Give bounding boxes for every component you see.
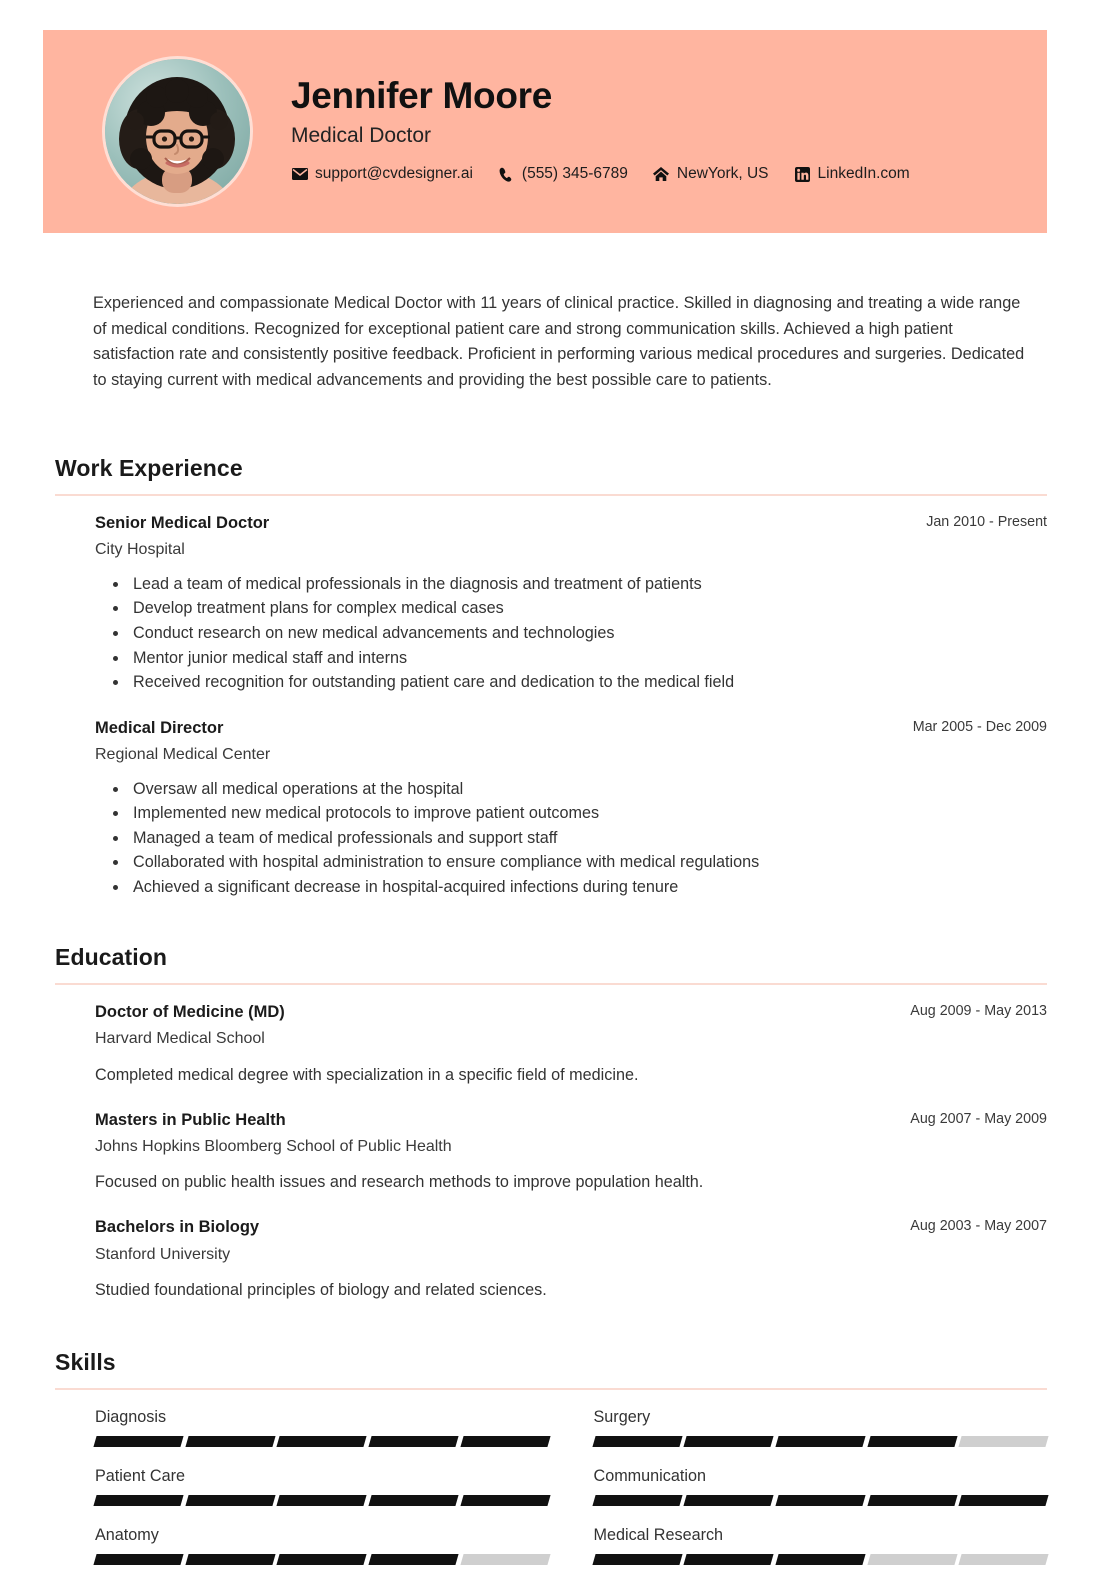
entry-header <box>95 1001 1047 1023</box>
skill-level-bar <box>95 1495 549 1506</box>
contact-linkedin-text: LinkedIn.com <box>817 165 910 183</box>
work-entry <box>55 512 1047 695</box>
section-work-experience <box>55 455 1047 900</box>
entry-header <box>95 1109 1047 1131</box>
school-name: Johns Hopkins Bloomberg School of Public Health <box>95 1137 452 1155</box>
degree-title: Masters in Public Health <box>95 1110 286 1129</box>
phone-icon <box>498 167 515 182</box>
resume-header <box>43 30 1047 233</box>
skill-level-bar <box>594 1554 1048 1565</box>
education-entry <box>55 1216 1047 1302</box>
education-entry <box>55 1001 1047 1087</box>
skill-segment-filled <box>592 1554 682 1565</box>
skill-segment-filled <box>592 1495 682 1506</box>
skill-level-bar <box>95 1554 549 1565</box>
skill-label: Diagnosis <box>95 1408 167 1427</box>
degree-description: Focused on public health issues and research methods to improve population health. <box>95 1173 704 1192</box>
skills-grid <box>55 1390 1047 1565</box>
skill-label: Communication <box>593 1467 706 1486</box>
work-entry <box>55 717 1047 900</box>
contact-location-text: NewYork, US <box>676 165 769 183</box>
list-item: • Conduct research on new medical advancements and technologies <box>129 621 1047 646</box>
job-dates: Jan 2010 - Present <box>926 514 1047 530</box>
job-responsibilities <box>129 777 1047 900</box>
skill-segment-filled <box>93 1495 183 1506</box>
employer-name: Regional Medical Center <box>95 746 271 764</box>
school-name: Stanford University <box>95 1245 231 1263</box>
skill-segment-filled <box>185 1554 275 1565</box>
list-item: • Mentor junior medical staff and interns <box>129 646 1047 671</box>
skill-level-bar <box>95 1436 549 1447</box>
skill-segment-filled <box>277 1495 367 1506</box>
skill-segment-filled <box>684 1495 774 1506</box>
skill-item <box>95 1408 549 1447</box>
skill-label: Anatomy <box>95 1526 159 1545</box>
skill-segment-filled <box>867 1495 957 1506</box>
contact-email-text: support@cvdesigner.ai <box>315 165 473 183</box>
skill-item <box>594 1526 1048 1565</box>
list-item: • Managed a team of medical professionals and support staff <box>129 826 1047 851</box>
skill-segment-filled <box>684 1436 774 1447</box>
skill-segment-filled <box>93 1436 183 1447</box>
contact-location[interactable] <box>653 165 769 183</box>
skill-segment-filled <box>775 1495 865 1506</box>
page-title: Jennifer Moore <box>291 74 553 116</box>
list-item: • Lead a team of medical professionals in the diagnosis and treatment of patients <box>129 572 1047 597</box>
section-skills <box>55 1349 1047 1565</box>
skill-segment-filled <box>775 1436 865 1447</box>
list-item: • Achieved a significant decrease in hospital-acquired infections during tenure <box>129 875 1047 900</box>
header-text <box>250 76 910 188</box>
education-entry <box>55 1109 1047 1195</box>
degree-dates: Aug 2009 - May 2013 <box>910 1002 1047 1019</box>
degree-dates: Aug 2007 - May 2009 <box>910 1110 1047 1127</box>
skill-item <box>95 1526 549 1565</box>
degree-description: Studied foundational principles of biology and related sciences. <box>95 1281 547 1300</box>
job-role: Medical Doctor <box>291 124 432 148</box>
skill-item <box>594 1408 1048 1447</box>
skill-segment-empty <box>959 1436 1049 1447</box>
home-icon <box>653 167 670 182</box>
job-responsibilities <box>129 572 1047 695</box>
skill-segment-filled <box>592 1436 682 1447</box>
section-heading-work: Work Experience <box>55 455 243 481</box>
entry-header <box>95 717 1047 739</box>
degree-dates: Aug 2003 - May 2007 <box>910 1218 1047 1235</box>
envelope-icon <box>291 167 308 182</box>
employer-name: City Hospital <box>95 541 185 559</box>
contact-phone[interactable] <box>498 165 628 183</box>
skill-segment-filled <box>684 1554 774 1565</box>
section-heading-education: Education <box>55 943 168 970</box>
education-entries <box>55 985 1047 1303</box>
degree-title: Bachelors in Biology <box>95 1218 260 1237</box>
resume-page <box>0 30 1095 1569</box>
skill-segment-empty <box>959 1554 1049 1565</box>
school-name: Harvard Medical School <box>95 1029 265 1047</box>
job-title: Medical Director <box>95 718 224 737</box>
degree-title: Doctor of Medicine (MD) <box>95 1002 285 1021</box>
skill-segment-filled <box>369 1436 459 1447</box>
skill-level-bar <box>594 1495 1048 1506</box>
linkedin-icon <box>794 167 811 182</box>
skill-segment-empty <box>460 1554 550 1565</box>
list-item: • Implemented new medical protocols to improve patient outcomes <box>129 801 1047 826</box>
skill-segment-empty <box>867 1554 957 1565</box>
contact-linkedin[interactable] <box>794 165 910 183</box>
contact-list <box>291 165 910 183</box>
section-education <box>55 944 1047 1303</box>
skill-item <box>594 1467 1048 1506</box>
job-title: Senior Medical Doctor <box>95 514 270 532</box>
job-dates: Mar 2005 - Dec 2009 <box>912 718 1047 735</box>
skill-segment-filled <box>369 1554 459 1565</box>
work-entries <box>55 496 1047 900</box>
list-item: • Develop treatment plans for complex medical cases <box>129 596 1047 621</box>
contact-email[interactable] <box>291 165 473 183</box>
skill-segment-filled <box>369 1495 459 1506</box>
skill-item <box>95 1467 549 1506</box>
skill-segment-filled <box>775 1554 865 1565</box>
skill-segment-filled <box>185 1436 275 1447</box>
skill-label: Medical Research <box>593 1526 724 1545</box>
skill-segment-filled <box>460 1436 550 1447</box>
list-item: • Oversaw all medical operations at the hospital <box>129 777 1047 802</box>
professional-summary: Experienced and compassionate Medical Doctor with 11 years of clinical practice. Skilled in diagnosing and treating a wide range of medical conditions. Recognized for exceptional patient care and strong communication skills. Achieved a high patient satisfaction rate and consistently positive feedback. Proficient in performing various medical procedures and surgeries. Dedicated to staying current with medical advancements and providing the best possible care to patients. <box>93 294 1025 389</box>
degree-description: Completed medical degree with specialization in a specific field of medicine. <box>95 1065 639 1084</box>
skill-label: Surgery <box>593 1408 651 1427</box>
skill-segment-filled <box>460 1495 550 1506</box>
skill-label: Patient Care <box>95 1467 185 1486</box>
skill-segment-filled <box>959 1495 1049 1506</box>
avatar <box>105 59 250 204</box>
section-heading-skills: Skills <box>55 1349 116 1376</box>
skill-segment-filled <box>867 1436 957 1447</box>
skill-segment-filled <box>93 1554 183 1565</box>
skill-segment-filled <box>277 1554 367 1565</box>
entry-header <box>95 512 1047 534</box>
contact-phone-text: (555) 345-6789 <box>521 165 628 183</box>
entry-header <box>95 1216 1047 1238</box>
skill-level-bar <box>594 1436 1048 1447</box>
skill-segment-filled <box>277 1436 367 1447</box>
list-item: • Collaborated with hospital administration to ensure compliance with medical regulations <box>129 850 1047 875</box>
skill-segment-filled <box>185 1495 275 1506</box>
list-item: • Received recognition for outstanding patient care and dedication to the medical field <box>129 670 1047 695</box>
